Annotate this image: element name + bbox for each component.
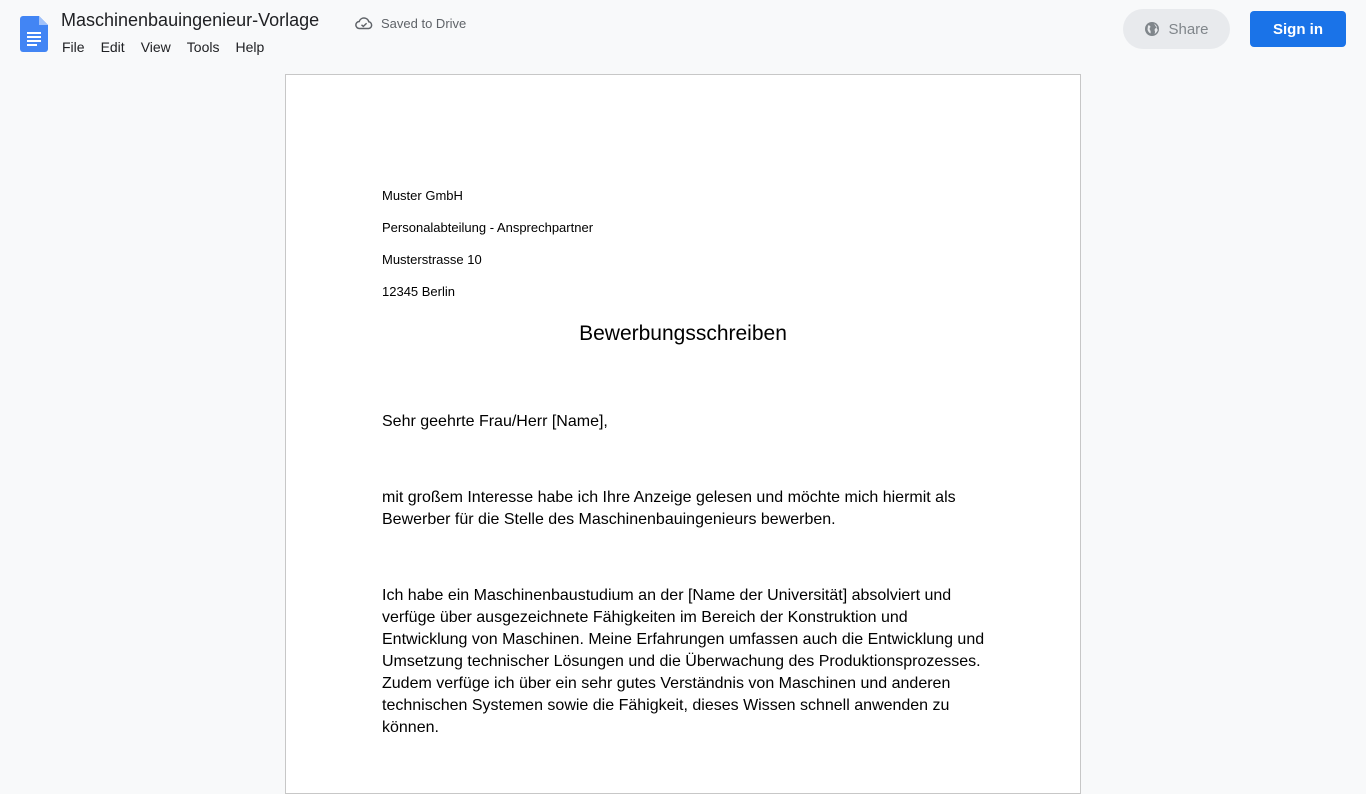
document-title[interactable]: Maschinenbauingenieur-Vorlage [61, 10, 320, 30]
menu-tools[interactable]: Tools [186, 39, 220, 55]
menu-edit[interactable]: Edit [100, 39, 125, 55]
document-heading: Bewerbungsschreiben [579, 322, 787, 345]
document-page[interactable] [285, 74, 1081, 794]
top-bar [0, 0, 1366, 64]
menu-file[interactable]: File [62, 39, 85, 55]
address-street: Musterstrasse 10 [382, 252, 482, 267]
paragraph-qualifications: Ich habe ein Maschinenbaustudium an der [Name der Universität] absolviert und verfüge über ausgezeichnete Fähigkeiten im Bereich der Konstruktion und Entwicklung von Maschinen. Meine Erfahrungen umfassen auch die Entwicklung und Umsetzung technischer Lösungen und die Überwachung des Produktionsprozesses. Zudem verfüge ich über ein sehr gutes Verständnis von Maschinen und anderen technischen Systemen sowie die Fähigkeit, dieses Wissen schnell anwenden zu können. [382, 587, 985, 736]
save-status[interactable] [355, 13, 466, 33]
google-docs-icon[interactable] [20, 16, 48, 52]
menu-help[interactable]: Help [235, 39, 265, 55]
salutation: Sehr geehrte Frau/Herr [Name], [382, 413, 608, 430]
paragraph-intro: mit großem Interesse habe ich Ihre Anzeige gelesen und möchte mich hiermit als Bewerber für die Stelle des Maschinenbauingenieurs bewerben. [382, 489, 956, 528]
share-button[interactable] [1123, 9, 1230, 49]
address-company: Muster GmbH [382, 188, 463, 203]
address-department: Personalabteilung - Ansprechpartner [382, 220, 594, 235]
menu-bar [54, 36, 272, 58]
menu-view[interactable]: View [140, 39, 171, 55]
cloud-saved-icon [355, 16, 373, 30]
address-city: 12345 Berlin [382, 284, 455, 299]
sign-in-button[interactable]: Sign in [1250, 11, 1346, 47]
share-label: Share [1168, 20, 1209, 38]
save-status-label: Saved to Drive [381, 15, 467, 31]
globe-icon [1144, 21, 1160, 37]
